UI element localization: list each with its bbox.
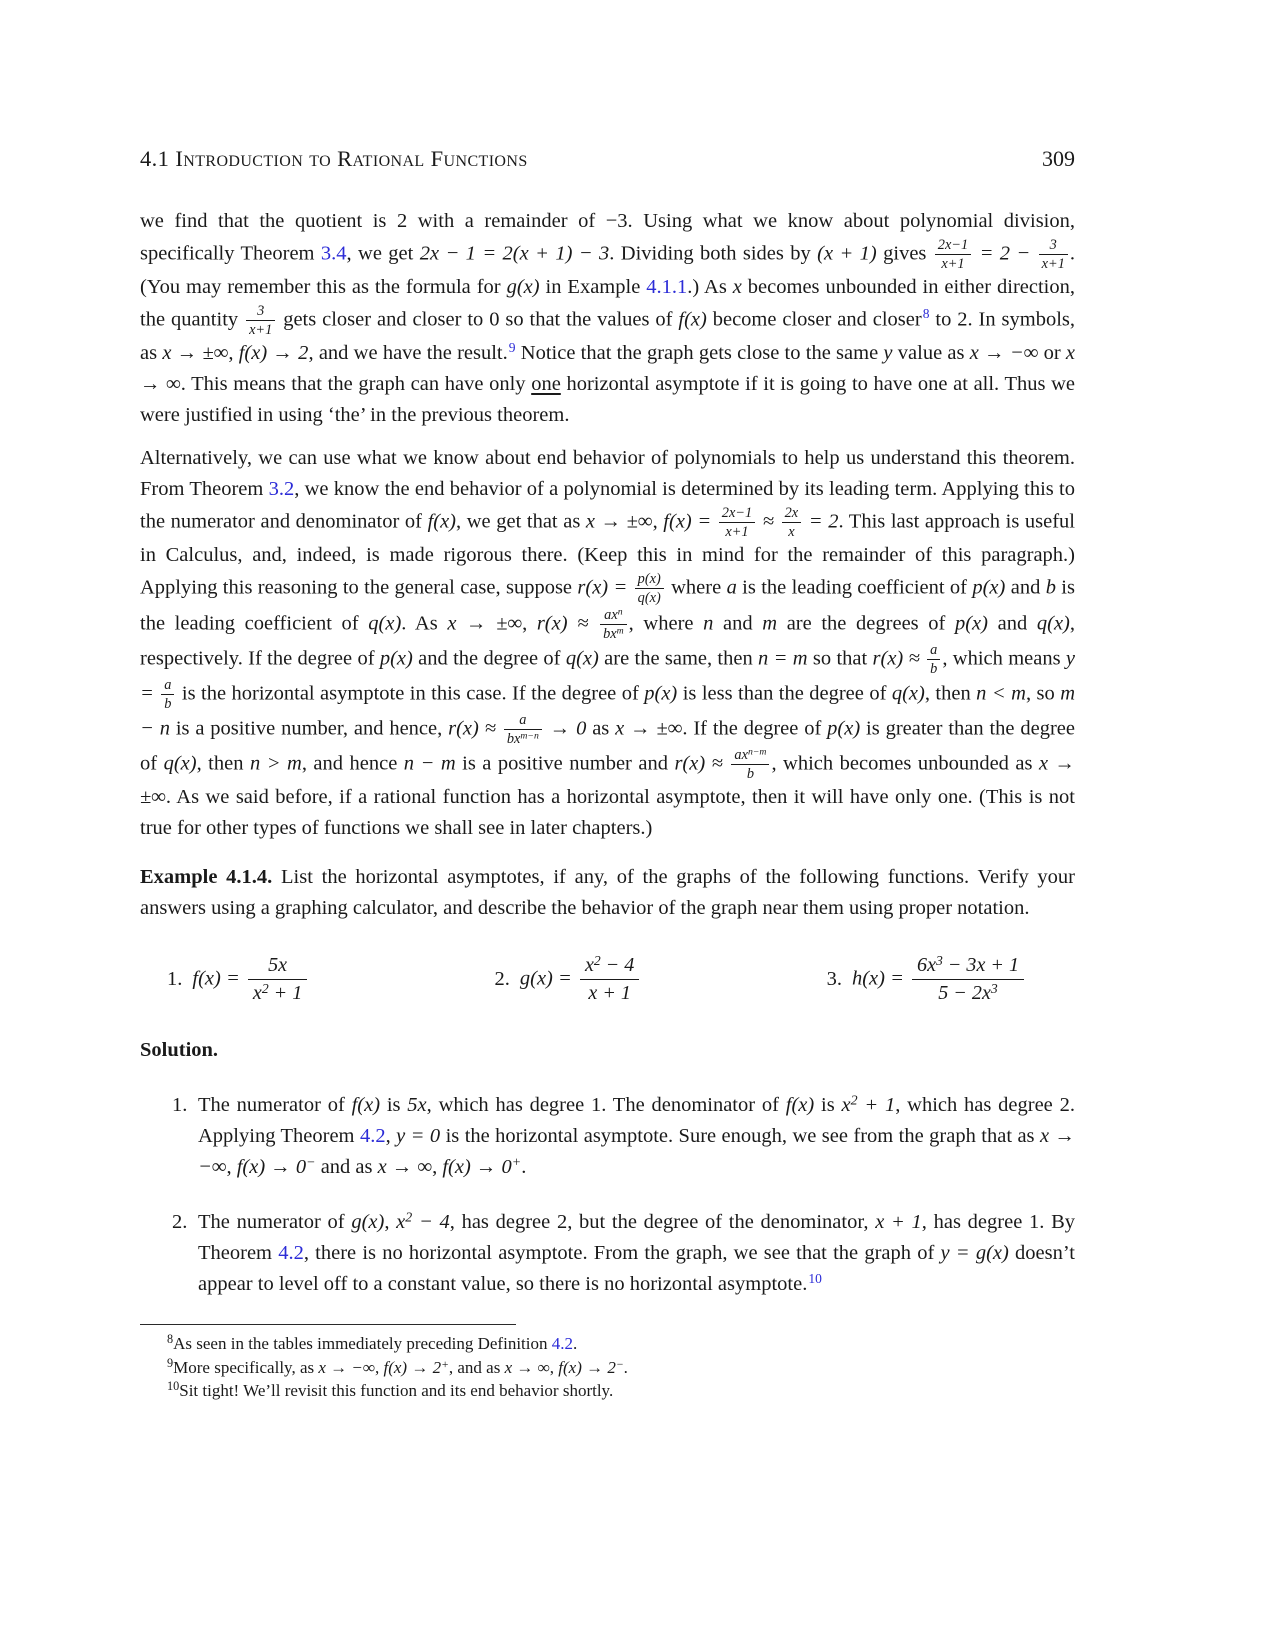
list-item-number: 2.: [172, 1211, 188, 1234]
equation-formula: f(x) = $\frac{5x}{x^2 + 1}$: [192, 954, 310, 1005]
solution-item-1: [140, 1090, 1075, 1183]
equation-item-1: [167, 954, 310, 1005]
section-header-title: 4.1 Introduction to Rational Functions: [140, 146, 528, 171]
list-item-text: The numerator of f(x) is 5x, which has degree 1. The denominator of f(x) is $x^2 + 1$, which has degree 2. Applying Theorem 4.2, y = 0 is the horizontal asymptote. Sure enough, we see from the graph that as x → −∞, f(x) → 0− and as x → ∞, f(x) → 0+.: [198, 1094, 1075, 1179]
fraction: $\frac{ax^n}{bx^m}$: [600, 607, 627, 642]
equation-formula: h(x) = $\frac{6x^3 - 3x + 1}{5 - 2x^3}$: [852, 954, 1027, 1005]
page-number: 309: [1042, 146, 1075, 171]
fraction: $\frac{5x}{x^2 + 1}$: [248, 954, 307, 1005]
fraction: $\frac{a}{b}$: [927, 642, 940, 677]
fraction: $\frac{6x^3 - 3x + 1}{5 - 2x^3}$: [912, 954, 1024, 1005]
fraction: $\frac{ax^{n-m}}{b}$: [731, 747, 769, 782]
footnote-text: As seen in the tables immediately preceding Definition 4.2.: [173, 1334, 578, 1354]
fraction: $\frac{3}{x+1}$: [1039, 237, 1068, 272]
ref-link[interactable]: 4.2: [278, 1242, 304, 1265]
footnote-marker: 8: [167, 1332, 174, 1347]
paragraph-polynomial-division: we find that the quotient is 2 with a remainder of −3. Using what we know about polynomial division, specifically Theorem 3.4, we get 2x − 1 = 2(x + 1) − 3. Dividing both sides by (x + 1) gives $\frac{2x-1}{x+1}$ = 2 − $\frac{3}{x+1}$ . (You may remember this as the formula for g(x) in Example 4.1.1.) As x becomes unbounded in either direction, the quantity $\frac{3}{x+1}$ gets closer and closer to 0 so that the values of f(x) become closer and closer$^8$ to 2. In symbols, as x → ±∞, f(x) → 2, and we have the result.$^9$ Notice that the graph gets close to the same y value as x → −∞ or x → ∞. This means that the graph can have only one horizontal asymptote if it is going to have one at all. Thus we were justified in using ‘the’ in the previous theorem.: [140, 210, 1076, 427]
equation-formula: g(x) = $\frac{x^2 - 4}{x + 1}$: [520, 954, 642, 1005]
footnote-9: [140, 1356, 1075, 1380]
solution-item-2: [140, 1207, 1075, 1300]
paragraph-end-behavior: Alternatively, we can use what we know about end behavior of polynomials to help us understand this theorem. From Theorem 3.2, we know the end behavior of a polynomial is determined by its leading term. Applying this to the numerator and denominator of f(x), we get that as x → ±∞, f(x) = $\frac{2x-1}{x+1}$ ≈ $\frac{2x}{x}$ = 2. This last approach is useful in Calculus, and, indeed, is made rigorous there. (Keep this in mind for the remainder of this paragraph.) Applying this reasoning to the general case, suppose r(x) = $\frac{p(x)}{q(x)}$ where a is the leading coefficient of p(x) and b is the leading coefficient of q(x). As x → ±∞, r(x) ≈ $\frac{ax^n}{bx^m}$ , where n and m are the degrees of p(x) and q(x), respectively. If the degree of p(x) and the degree of q(x) are the same, then n = m so that r(x) ≈ $\frac{a}{b}$ , which means y = $\frac{a}{b}$ is the horizontal asymptote in this case. If the degree of p(x) is less than the degree of q(x), then n < m, so m − n is a positive number, and hence, r(x) ≈ $\frac{a}{bx^{m-n}}$ → 0 as x → ±∞. If the degree of p(x) is greater than the degree of q(x), then n > m, and hence n − m is a positive number and r(x) ≈ $\frac{ax^{n-m}}{b}$ , which becomes unbounded as x → ±∞. As we said before, if a rational function has a horizontal asymptote, then it will have only one. (This is not true for other types of functions we shall see in later chapters.): [140, 447, 1076, 840]
solution-heading: Solution.: [140, 1039, 219, 1062]
list-item-text: The numerator of g(x), $x^2 - 4$, has degree 2, but the degree of the denominator, x + 1, has degree 1. By Theorem 4.2, there is no horizontal asymptote. From the graph, we see that the graph of y = g(x) doesn’t appear to level off to a constant value, so there is no horizontal asymptote.$^{10}$: [198, 1211, 1076, 1296]
equation-row: [140, 954, 1075, 1005]
fraction: $\frac{3}{x+1}$: [246, 303, 275, 338]
footnote-text: Sit tight! We’ll revisit this function and its end behavior shortly.: [179, 1381, 614, 1401]
equation-item-2: [495, 954, 643, 1005]
footnote-10: [140, 1379, 1075, 1403]
ref-link[interactable]: 4.1.1: [646, 276, 688, 299]
fraction: $\frac{2x-1}{x+1}$: [719, 505, 755, 540]
running-header: [140, 146, 1075, 172]
fraction: $\frac{p(x)}{q(x)}$: [635, 571, 664, 606]
text-column: [140, 206, 1075, 1403]
ref-link[interactable]: 9: [508, 339, 516, 355]
ref-link[interactable]: 3.2: [268, 478, 295, 501]
equation-item-3: [827, 954, 1027, 1005]
ref-link[interactable]: 10: [808, 1270, 822, 1286]
footnotes: [140, 1324, 1075, 1403]
fraction: $\frac{a}{bx^{m-n}}$: [504, 712, 542, 747]
equation-number: 3.: [826, 968, 842, 991]
equation-number: 1.: [167, 968, 183, 991]
fraction: $\frac{a}{b}$: [161, 677, 174, 712]
example-statement: Example 4.1.4. List the horizontal asymptotes, if any, of the graphs of the following functions. Verify your answers using a graphing calculator, and describe the behavior of the graph near them using proper notation.: [140, 866, 1076, 920]
ref-link[interactable]: 8: [922, 305, 930, 321]
footnote-8: [140, 1332, 1075, 1356]
ref-link[interactable]: 4.2: [359, 1125, 386, 1148]
fraction: $\frac{2x}{x}$: [782, 505, 802, 540]
fraction: $\frac{x^2 - 4}{x + 1}$: [580, 954, 639, 1005]
footnote-text: More specifically, as x → −∞, f(x) → 2+, and as x → ∞, f(x) → 2−.: [173, 1357, 628, 1377]
equation-number: 2.: [494, 968, 510, 991]
footnote-marker: 10: [167, 1379, 180, 1394]
fraction: $\frac{2x-1}{x+1}$: [935, 237, 971, 272]
footnote-marker: 9: [167, 1355, 174, 1370]
ref-link[interactable]: 4.2: [551, 1334, 573, 1354]
ref-link[interactable]: 3.4: [320, 242, 347, 265]
footnote-rule: [140, 1324, 516, 1325]
list-item-number: 1.: [172, 1094, 188, 1117]
